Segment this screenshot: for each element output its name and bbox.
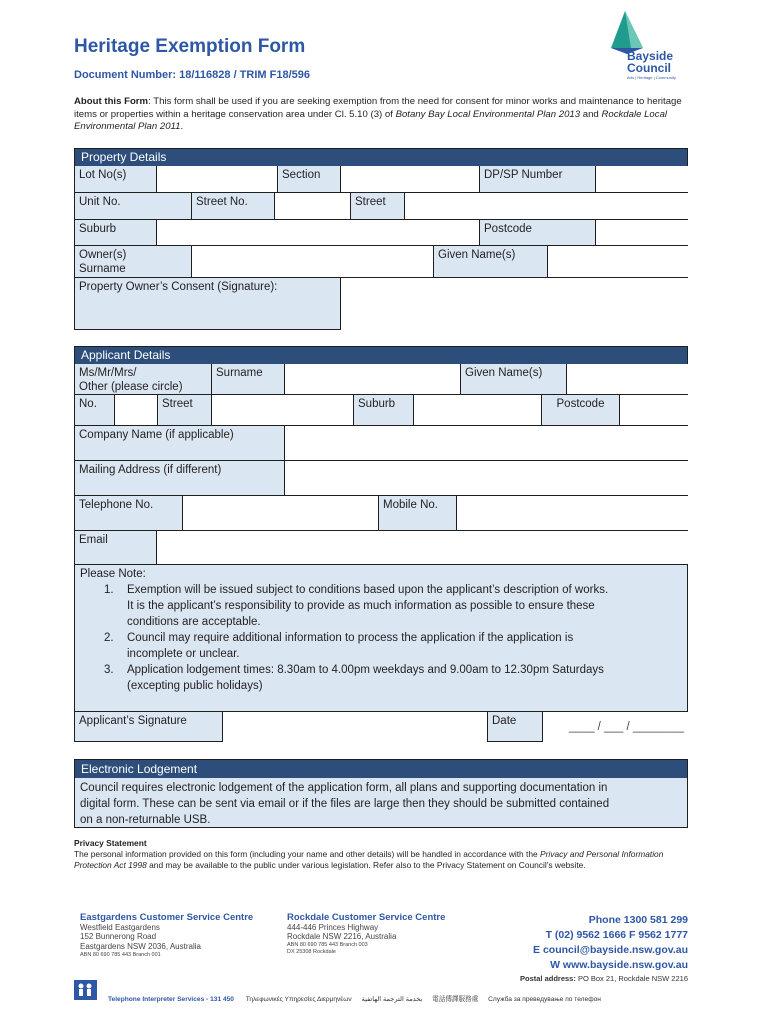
lot-input[interactable] [157,166,278,193]
mailing-address-input[interactable] [285,461,688,496]
contact-email-link[interactable]: E council@bayside.nsw.gov.au [533,944,688,956]
suburb-label: Suburb [75,220,157,246]
applicant-given-name-input[interactable] [567,364,688,395]
owner-surname-label: Owner(s) Surname [75,246,192,278]
applicant-signature-input[interactable] [223,712,488,742]
applicant-street-input[interactable] [212,395,354,426]
unit-label: Unit No. [75,193,192,220]
privacy-heading: Privacy Statement [74,838,147,848]
owner-given-name-input[interactable] [548,246,688,278]
electronic-lodgement-heading: Electronic Lodgement [75,760,687,778]
logo-text-council: Council [627,61,671,75]
note-3-text: Application lodgement times: 8.30am to 4.00pm weekdays and 9.00am to 12.30pm Saturdays (excepting public holidays) [127,664,604,692]
date-label: Date [488,712,543,742]
document-number: Document Number: 18/116828 / TRIM F18/596 [74,69,310,81]
eastgardens-centre: Eastgardens Customer Service Centre Westfield Eastgardens 152 Bunnerong Road Eastgardens NSW 2036, Australia ABN 80 690 785 443 Branch 001 [80,912,254,958]
applicant-street-label: Street [158,395,212,426]
postcode-label: Postcode [480,220,596,246]
please-note-heading: Please Note: [80,568,146,580]
no-label: No. [75,395,115,426]
note-1-text: Exemption will be issued subject to conditions based upon the applicant’s description of works. It is the applicant’s responsibility to provide as much information as possible to ensure these conditions are acceptable. [127,584,609,628]
phone-number: Phone 1300 581 299 [588,914,688,926]
street-no-label: Street No. [192,193,275,220]
people-icon [74,980,97,1000]
bayside-council-logo [595,8,691,83]
section-input[interactable] [341,166,480,193]
privacy-statement: Privacy Statement The personal information provided on this form (including your name and other details) will be handled in accordance with the Privacy and Personal Information Protection Act 1998 and may be available to the public under various legislation. Refer also to the Privacy Statement on Council’s website. [74,838,688,871]
applicant-details-heading: Applicant Details [75,347,687,364]
mobile-input[interactable] [457,496,688,531]
dp-sp-input[interactable] [596,166,688,193]
page-title: Heritage Exemption Form [74,36,306,57]
applicant-details-section [74,346,688,742]
email-label: Email [75,531,157,565]
contact-details [466,913,688,985]
postal-address: Postal address: PO Box 21, Rockdale NSW 2216 [520,974,688,983]
note-1-number: 1. [104,584,114,596]
tel-fax: T (02) 9562 1666 F 9562 1777 [545,929,688,941]
about-label: About this Form [74,96,149,107]
applicant-postcode-label: Postcode [542,395,620,426]
note-2-text: Council may require additional information to process the application if the application is incomplete or unclear. [127,632,574,660]
applicant-given-name-label: Given Name(s) [461,364,567,395]
date-input[interactable]: ____ / ___ / ________ [543,712,688,742]
street-no-input[interactable] [275,193,351,220]
property-details-heading: Property Details [75,149,687,166]
section-label: Section [278,166,341,193]
note-2-number: 2. [104,632,114,644]
company-name-label: Company Name (if applicable) [75,426,285,461]
applicant-signature-label: Applicant’s Signature [75,712,223,742]
applicant-suburb-input[interactable] [414,395,542,426]
owner-surname-input[interactable] [192,246,434,278]
logo-tagline: Arts | Heritage | Community [627,75,676,80]
telephone-label: Telephone No. [75,496,183,531]
applicant-suburb-label: Suburb [354,395,414,426]
note-3-number: 3. [104,664,114,676]
applicant-surname-label: Surname [212,364,285,395]
website-link[interactable]: W www.bayside.nsw.gov.au [550,959,688,971]
postcode-input[interactable] [596,220,688,246]
owner-consent-label: Property Owner’s Consent (Signature): [75,278,341,330]
electronic-lodgement-section [74,759,688,828]
no-input[interactable] [115,395,158,426]
mailing-address-label: Mailing Address (if different) [75,461,285,496]
property-details-section [74,148,688,330]
title-label: Ms/Mr/Mrs/ Other (please circle) [75,364,212,395]
dp-sp-label: DP/SP Number [480,166,596,193]
lot-label: Lot No(s) [75,166,157,193]
suburb-input[interactable] [157,220,480,246]
interpreter-icon [74,980,97,1000]
about-this-form: About this Form: This form shall be used if you are seeking exemption from the need for consent for minor works and maintenance to heritage items or properties within a heritage conservation area under Cl. 5.10 (3) of Botany Bay Local Environmental Plan 2013 and Rockdale Local Environmental Plan 2011. [74,96,682,133]
company-name-input[interactable] [285,426,688,461]
interpreter-services: Telephone Interpreter Services - 131 450 Τηλεφωνικές Υπηρεσίες Διερμηνέων بخدمة الترجمة الهاتفية 電話傳譯服務處 Служба за преведување по телефон [108,996,601,1003]
applicant-postcode-input[interactable] [620,395,688,426]
mobile-label: Mobile No. [379,496,457,531]
applicant-surname-input[interactable] [285,364,461,395]
telephone-input[interactable] [183,496,379,531]
rockdale-centre: Rockdale Customer Service Centre 444-446 Princes Highway Rockdale NSW 2216, Australia ABN 80 690 785 443 Branch 003 DX 25308 Rockdale [287,912,446,955]
electronic-lodgement-text: Council requires electronic lodgement of the application form, all plans and supporting documentation in digital form. These can be sent via email or if the files are large then they should be submitted contained on a non-returnable USB. [80,782,610,826]
email-input[interactable] [157,531,688,565]
owner-given-name-label: Given Name(s) [434,246,548,278]
owner-consent-signature[interactable] [341,278,688,330]
street-input[interactable] [405,193,688,220]
logo-text-bayside: Bayside [627,49,674,63]
street-label: Street [351,193,405,220]
